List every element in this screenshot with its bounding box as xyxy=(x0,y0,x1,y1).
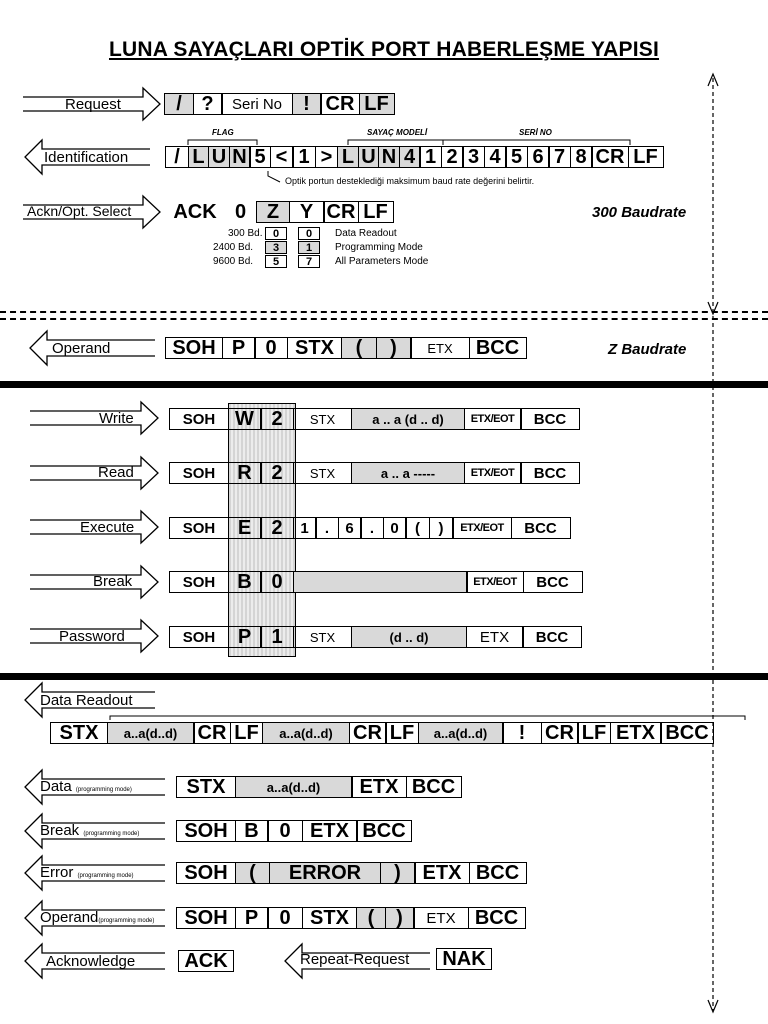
baud-z-label: Z Baudrate xyxy=(608,341,687,358)
read-cell: SOH xyxy=(169,462,229,484)
break-cell: ETX/EOT xyxy=(466,571,524,593)
break-cell: B xyxy=(228,571,262,593)
serial-brace xyxy=(443,140,630,145)
break-pm-cell: ETX xyxy=(302,820,358,842)
id-cell: 5 xyxy=(505,146,528,168)
id-cell: U xyxy=(358,146,380,168)
readout-cell: LF xyxy=(230,722,264,744)
id-cell: U xyxy=(208,146,230,168)
error-pm-text: Error xyxy=(40,864,74,881)
execute-cell: E xyxy=(228,517,262,539)
ackn-cell: 0 xyxy=(224,201,258,223)
id-cell: LF xyxy=(628,146,664,168)
id-cell: 7 xyxy=(548,146,571,168)
readout-cell: ! xyxy=(502,722,542,744)
break-cell: SOH xyxy=(169,571,229,593)
acknowledge-frame xyxy=(178,950,234,972)
password-cell: SOH xyxy=(169,626,229,648)
error-pm-label xyxy=(40,864,134,881)
id-cell: 2 xyxy=(441,146,464,168)
read-cell: ETX/EOT xyxy=(464,462,522,484)
request-cell: / xyxy=(164,93,194,115)
data-pm-label xyxy=(40,778,132,795)
read-label: Read xyxy=(98,464,134,481)
execute-cell: . xyxy=(360,517,384,539)
break-pm-label xyxy=(40,822,139,839)
flag-brace xyxy=(188,140,257,145)
baud-y-cell: 0 xyxy=(298,227,320,240)
baud-z-cell: 3 xyxy=(265,241,287,254)
request-cell: CR xyxy=(320,93,360,115)
break-pm-cell: B xyxy=(235,820,269,842)
write-cell: W xyxy=(228,408,262,430)
break-cell: BCC xyxy=(523,571,583,593)
request-cell: ? xyxy=(193,93,223,115)
password-cell: BCC xyxy=(522,626,582,648)
execute-cell: BCC xyxy=(511,517,571,539)
baud-rate-label: 300 Bd. xyxy=(228,228,263,239)
operand-pm-frame xyxy=(176,907,526,929)
operand-cell: STX xyxy=(287,337,343,359)
password-frame xyxy=(169,626,582,648)
break-pm-text: Break xyxy=(40,822,80,839)
baud-note: Optik portun desteklediği maksimum baud rate değerini belirtir. xyxy=(285,176,535,186)
break-pm-cell: 0 xyxy=(267,820,303,842)
break-label: Break xyxy=(93,573,133,590)
break-cell: 0 xyxy=(260,571,294,593)
acknowledge-label: Acknowledge xyxy=(46,953,136,970)
id-cell: L xyxy=(188,146,210,168)
data-pm-cell: STX xyxy=(176,776,236,798)
operand-pm-cell: P xyxy=(235,907,269,929)
error-pm-cell: ERROR xyxy=(269,862,381,884)
operand-pm-cell: ETX xyxy=(413,907,469,929)
readout-cell: LF xyxy=(577,722,611,744)
readout-cell: LF xyxy=(385,722,419,744)
baud-rate-label: 9600 Bd. xyxy=(213,256,254,267)
error-pm-cell: ( xyxy=(235,862,271,884)
request-cell: ! xyxy=(292,93,322,115)
write-cell: SOH xyxy=(169,408,229,430)
data-pm-cell: ETX xyxy=(351,776,407,798)
id-cell: 3 xyxy=(462,146,485,168)
operand-cell: ETX xyxy=(410,337,470,359)
id-cell: 6 xyxy=(527,146,550,168)
request-cell: Seri No xyxy=(221,93,293,115)
read-frame xyxy=(169,462,580,484)
password-cell: (d .. d) xyxy=(351,626,467,648)
operand-pm-cell: STX xyxy=(302,907,358,929)
data-readout-label: Data Readout xyxy=(40,692,133,709)
error-pm-cell: SOH xyxy=(176,862,236,884)
pm-suffix: (programming mode) xyxy=(75,787,132,793)
dashed-separator xyxy=(0,311,768,313)
id-cell: N xyxy=(229,146,251,168)
request-cell: LF xyxy=(359,93,395,115)
section-divider xyxy=(0,381,768,388)
execute-frame xyxy=(169,517,571,539)
operand-pm-text: Operand xyxy=(40,909,99,926)
operand-pm-cell: ( xyxy=(356,907,386,929)
execute-cell: 1 xyxy=(293,517,317,539)
break-pm-frame xyxy=(176,820,412,842)
baud-pointer xyxy=(268,171,280,182)
mode-label: Programming Mode xyxy=(335,242,423,253)
readout-cell: CR xyxy=(193,722,231,744)
password-cell: P xyxy=(228,626,262,648)
data-readout-frame xyxy=(50,722,714,744)
read-cell: R xyxy=(228,462,262,484)
execute-cell: 2 xyxy=(260,517,294,539)
break-frame xyxy=(169,571,583,593)
baud-y-cell: 1 xyxy=(298,241,320,254)
execute-cell: ( xyxy=(405,517,430,539)
write-label: Write xyxy=(99,410,134,427)
pm-suffix: (programming mode) xyxy=(83,831,140,837)
error-pm-cell: ) xyxy=(380,862,416,884)
execute-cell: 0 xyxy=(383,517,407,539)
execute-cell: 6 xyxy=(338,517,362,539)
id-cell: N xyxy=(378,146,400,168)
write-cell: BCC xyxy=(520,408,580,430)
write-cell: a .. a (d .. d) xyxy=(351,408,465,430)
ackn-cell: ACK xyxy=(165,201,225,223)
operand-cell: SOH xyxy=(165,337,223,359)
error-pm-cell: BCC xyxy=(469,862,527,884)
data-pm-cell: BCC xyxy=(406,776,462,798)
page-title: LUNA SAYAÇLARI OPTİK PORT HABERLEŞME YAPISI xyxy=(108,38,660,61)
id-cell: 4 xyxy=(484,146,507,168)
read-cell: BCC xyxy=(520,462,580,484)
operand-cell: ( xyxy=(341,337,377,359)
operand-cell: P xyxy=(222,337,256,359)
id-cell: 1 xyxy=(419,146,442,168)
id-cell: > xyxy=(315,146,339,168)
baud-rate-label: 2400 Bd. xyxy=(213,242,254,253)
id-cell: 8 xyxy=(570,146,593,168)
operand-cell: BCC xyxy=(469,337,527,359)
operand-cell: 0 xyxy=(254,337,288,359)
error-pm-cell: ETX xyxy=(414,862,470,884)
baud-y-cell: 7 xyxy=(298,255,320,268)
read-arrow xyxy=(30,457,158,489)
mode-label: Data Readout xyxy=(335,228,397,239)
baud-z-cell: 5 xyxy=(265,255,287,268)
break-pm-cell: SOH xyxy=(176,820,236,842)
execute-cell: . xyxy=(315,517,339,539)
request-frame xyxy=(164,93,395,115)
ackn-cell: Y xyxy=(289,201,325,223)
flag-annotation: FLAG xyxy=(212,128,234,137)
ackn-cell: LF xyxy=(358,201,394,223)
execute-cell: ETX/EOT xyxy=(452,517,512,539)
id-cell: / xyxy=(165,146,189,168)
readout-cell: CR xyxy=(541,722,579,744)
mode-label: All Parameters Mode xyxy=(335,256,429,267)
execute-cell: SOH xyxy=(169,517,229,539)
ackn-cell: Z xyxy=(256,201,290,223)
operand-pm-cell: 0 xyxy=(267,907,303,929)
operand-cell: ) xyxy=(376,337,412,359)
operand-label: Operand xyxy=(52,340,111,357)
model-annotation: SAYAÇ MODELİ xyxy=(367,128,428,137)
password-cell: STX xyxy=(293,626,353,648)
nak-cell: NAK xyxy=(436,948,492,970)
pm-suffix: (programming mode) xyxy=(98,918,155,924)
readout-cell: a..a(d..d) xyxy=(107,722,195,744)
id-cell: 4 xyxy=(399,146,421,168)
operand-pm-label xyxy=(40,909,154,926)
id-cell: 1 xyxy=(292,146,316,168)
model-brace xyxy=(348,140,443,145)
readout-cell: BCC xyxy=(660,722,714,744)
id-cell: < xyxy=(270,146,294,168)
id-cell: L xyxy=(337,146,359,168)
execute-label: Execute xyxy=(80,519,135,536)
ackn-frame xyxy=(165,201,394,223)
readout-cell: ETX xyxy=(610,722,662,744)
break-pm-cell: BCC xyxy=(356,820,412,842)
serial-annotation: SERİ NO xyxy=(519,128,552,137)
write-cell: STX xyxy=(293,408,353,430)
readout-cell: CR xyxy=(349,722,387,744)
readout-cell: a..a(d..d) xyxy=(262,722,350,744)
write-frame xyxy=(169,408,580,430)
error-pm-frame xyxy=(176,862,527,884)
password-cell: ETX xyxy=(466,626,524,648)
request-label: Request xyxy=(65,96,121,113)
readout-cell: a..a(d..d) xyxy=(418,722,504,744)
repeat-request-label: Repeat-Request xyxy=(300,951,410,968)
pm-suffix: (programming mode) xyxy=(77,873,134,879)
read-cell: STX xyxy=(293,462,353,484)
write-arrow xyxy=(30,402,158,434)
write-cell: 2 xyxy=(260,408,294,430)
operand-frame xyxy=(165,337,527,359)
password-cell: 1 xyxy=(260,626,294,648)
ackn-cell: CR xyxy=(323,201,359,223)
identification-label: Identification xyxy=(44,149,129,166)
repeat-request-frame xyxy=(436,948,492,970)
data-pm-cell: a..a(d..d) xyxy=(235,776,353,798)
break-cell xyxy=(293,571,468,593)
baud-300-label: 300 Baudrate xyxy=(592,204,687,221)
read-cell: a .. a ----- xyxy=(351,462,465,484)
read-cell: 2 xyxy=(260,462,294,484)
baud-z-cell: 0 xyxy=(265,227,287,240)
section-divider xyxy=(0,673,768,680)
id-cell: 5 xyxy=(249,146,271,168)
data-pm-text: Data xyxy=(40,778,72,795)
data-pm-frame xyxy=(176,776,462,798)
execute-cell: ) xyxy=(429,517,454,539)
password-label: Password xyxy=(59,628,125,645)
write-cell: ETX/EOT xyxy=(464,408,522,430)
readout-brace xyxy=(110,716,745,720)
operand-pm-cell: ) xyxy=(385,907,415,929)
identification-frame xyxy=(165,146,664,168)
operand-pm-cell: BCC xyxy=(468,907,526,929)
ack-cell: ACK xyxy=(178,950,234,972)
id-cell: CR xyxy=(591,146,629,168)
readout-cell: STX xyxy=(50,722,108,744)
dashed-separator xyxy=(0,318,768,320)
ackn-label: Ackn/Opt. Select xyxy=(27,203,132,219)
operand-pm-cell: SOH xyxy=(176,907,236,929)
